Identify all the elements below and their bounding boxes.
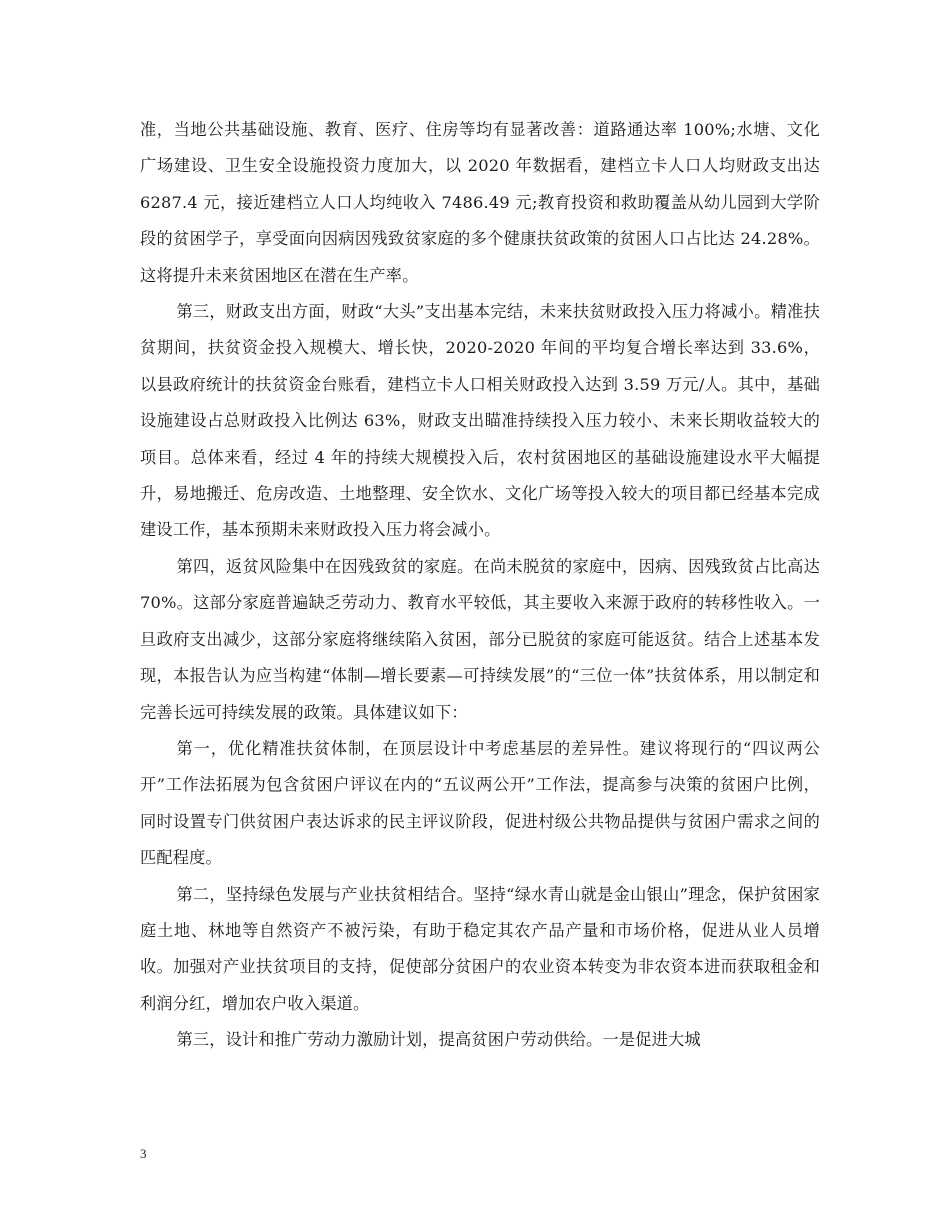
paragraph-3: 第四，返贫风险集中在因残致贫的家庭。在尚未脱贫的家庭中，因病、因残致贫占比高达 70%。这部分家庭普遍缺乏劳动力、教育水平较低，其主要收入来源于政府的转移性收入。一旦政府支出减少，这部分家庭将继续陷入贫困，部分已脱贫的家庭可能返贫。结合上述基本发现，本报告认为应当构建“体制—增长要素—可持续发展”的“三位一体”扶贫体系，用以制定和完善长远可持续发展的政策。具体建议如下：	[140, 556, 820, 722]
paragraph-1: 准，当地公共基础设施、教育、医疗、住房等均有显著改善：道路通达率 100%;水塘、文化广场建设、卫生安全设施投资力度加大，以 2020 年数据看，建档立卡人口人均财政支出达 6287.4 元，接近建档立人口人均纯收入 7486.49 元;教育投资和救助覆盖从幼儿园到大学阶段的贫困学子，享受面向因病因残致贫家庭的多个健康扶贫政策的贫困人口占比达 24.28%。这将提升未来贫困地区在潜在生产率。	[140, 120, 820, 285]
paragraph-4: 第一，优化精准扶贫体制，在顶层设计中考虑基层的差异性。建议将现行的“四议两公开”工作法拓展为包含贫困户评议在内的“五议两公开”工作法，提高参与决策的贫困户比例，同时设置专门供贫困户表达诉求的民主评议阶段，促进村级公共物品提供与贫困户需求之间的匹配程度。	[140, 738, 820, 868]
document-body	[140, 112, 820, 1059]
page-number: 3	[140, 1146, 147, 1161]
paragraph-5: 第二，坚持绿色发展与产业扶贫相结合。坚持“绿水青山就是金山银山”理念，保护贫困家庭土地、林地等自然资产不被污染，有助于稳定其农产品产量和市场价格，促进从业人员增收。加强对产业扶贫项目的支持，促使部分贫困户的农业资本转变为非农资本进而获取租金和利润分红，增加农户收入渠道。	[140, 884, 820, 1013]
paragraph-6: 第三，设计和推广劳动力激励计划，提高贫困户劳动供给。一是促进大城	[176, 1030, 701, 1050]
paragraph-2: 第三，财政支出方面，财政“大头”支出基本完结，未来扶贫财政投入压力将减小。精准扶贫期间，扶贫资金投入规模大、增长快，2020-2020 年间的平均复合增长率达到 33.6%， 以县政府统计的扶贫资金台账看，建档立卡人口相关财政投入达到 3.59 万元/人。其中，基础设施建设占总财政投入比例达 63%，财政支出瞄准持续投入压力较小、未来长期收益较大的项目。总体来看，经过 4 年的持续大规模投入后，农村贫困地区的基础设施建设水平大幅提升，易地搬迁、危房改造、土地整理、安全饮水、文化广场等投入较大的项目都已经基本完成建设工作，基本预期未来财政投入压力将会减小。	[140, 302, 820, 540]
